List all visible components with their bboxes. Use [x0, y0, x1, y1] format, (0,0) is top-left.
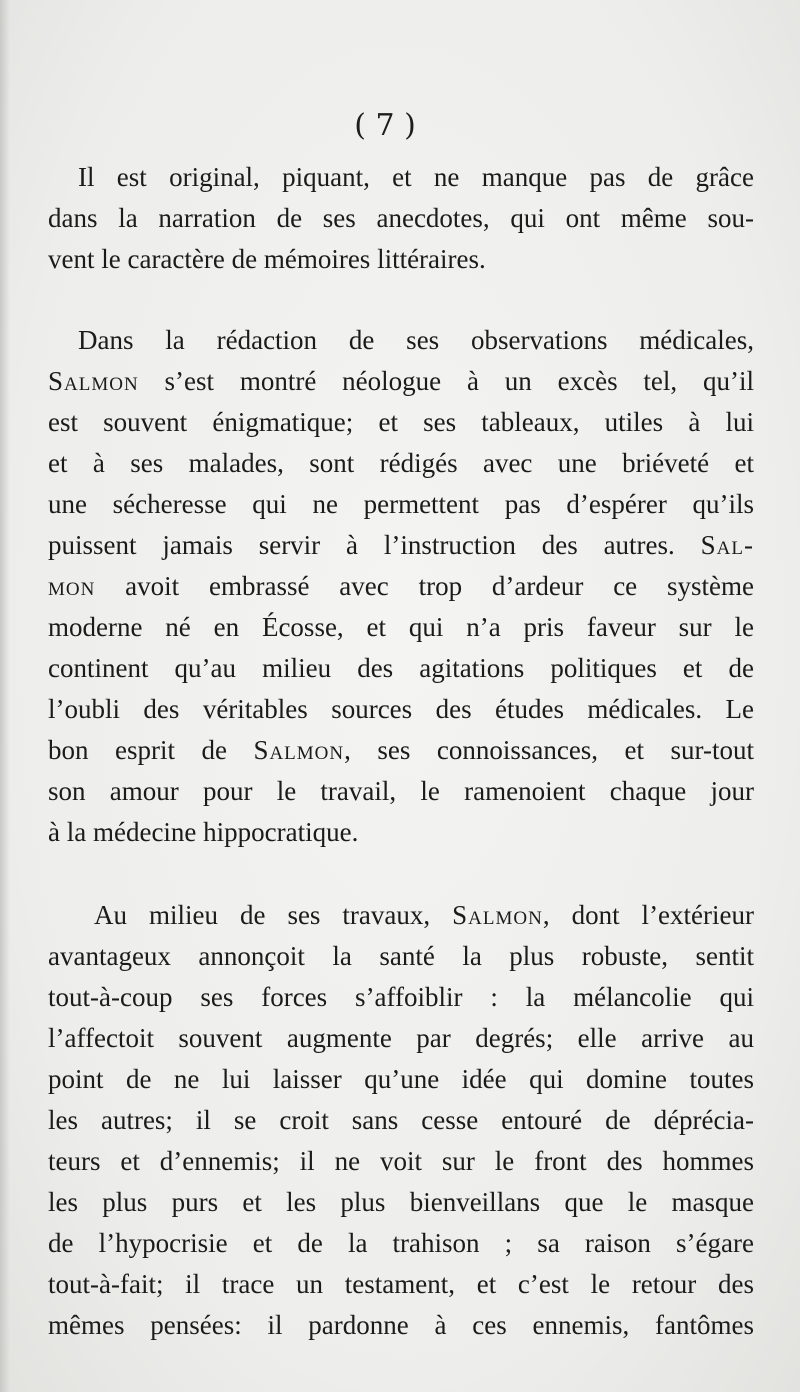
text-line: moderne né en Écosse, et qui n’a pris faveur sur le	[48, 612, 754, 642]
text-line	[48, 729, 754, 771]
text-line: mêmes pensées: il pardonne à ces ennemis, fantômes	[48, 1310, 754, 1340]
text-line: de l’hypocrisie et de la trahison ; sa raison s’égare	[48, 1228, 754, 1258]
text-line: tout-à-fait; il trace un testament, et c’est le retour des	[48, 1269, 754, 1299]
text-line	[94, 894, 754, 936]
text-line: une sécheresse qui ne permettent pas d’espérer qu’ils	[48, 489, 754, 519]
text-line: est souvent énigmatique; et ses tableaux, utiles à lui	[48, 407, 754, 437]
text-line: l’affectoit souvent augmente par degrés; elle arrive au	[48, 1023, 754, 1053]
text-segment: puissent jamais servir à l’instruction des autres.	[48, 530, 701, 560]
text-line: point de ne lui laisser qu’une idée qui domine toutes	[48, 1064, 754, 1094]
text-line: à la médecine hippocratique.	[48, 817, 359, 847]
text-line: Il est original, piquant, et ne manque pas de grâce	[78, 162, 754, 192]
author-name-smallcaps: Salmon	[253, 735, 345, 765]
text-line: tout-à-coup ses forces s’affoiblir : la mélancolie qui	[48, 982, 754, 1012]
text-segment: s’est montré néologue à un excès tel, qu’il	[138, 366, 754, 396]
text-line: dans la narration de ses anecdotes, qui ont même sou-	[48, 203, 754, 233]
author-name-smallcaps: Salmon	[48, 366, 139, 396]
text-line: les plus purs et les plus bienveillans que le masque	[48, 1187, 754, 1217]
page-number: ( 7 )	[354, 108, 416, 143]
text-segment: bon esprit de	[48, 735, 254, 765]
page-edge-shadow	[0, 0, 10, 1392]
text-segment: avoit embrassé avec trop d’ardeur ce système	[95, 571, 754, 601]
text-line: continent qu’au milieu des agitations politiques et de	[48, 653, 754, 683]
text-line: vent le caractère de mémoires littéraires.	[48, 244, 486, 274]
text-line: l’oubli des véritables sources des études médicales. Le	[48, 694, 754, 724]
author-name-smallcaps: mon	[48, 571, 96, 601]
text-line: avantageux annonçoit la santé la plus robuste, sentit	[48, 941, 754, 971]
text-line: les autres; il se croit sans cesse entouré de déprécia-	[48, 1105, 754, 1135]
text-line: et à ses malades, sont rédigés avec une briéveté et	[48, 448, 754, 478]
text-line	[48, 524, 754, 566]
text-line	[48, 565, 754, 607]
text-segment: Au milieu de ses travaux,	[94, 900, 453, 930]
text-line	[48, 360, 754, 402]
text-segment: , dont l’extérieur	[542, 900, 754, 930]
text-segment: , ses connoissances, et sur-tout	[344, 735, 754, 765]
text-line: son amour pour le travail, le ramenoient chaque jour	[48, 776, 754, 806]
text-line: Dans la rédaction de ses observations médicales,	[78, 325, 754, 355]
text-line: teurs et d’ennemis; il ne voit sur le front des hommes	[48, 1146, 754, 1176]
author-name-smallcaps: Salmon	[452, 900, 543, 930]
author-name-smallcaps: Sal-	[700, 530, 754, 560]
